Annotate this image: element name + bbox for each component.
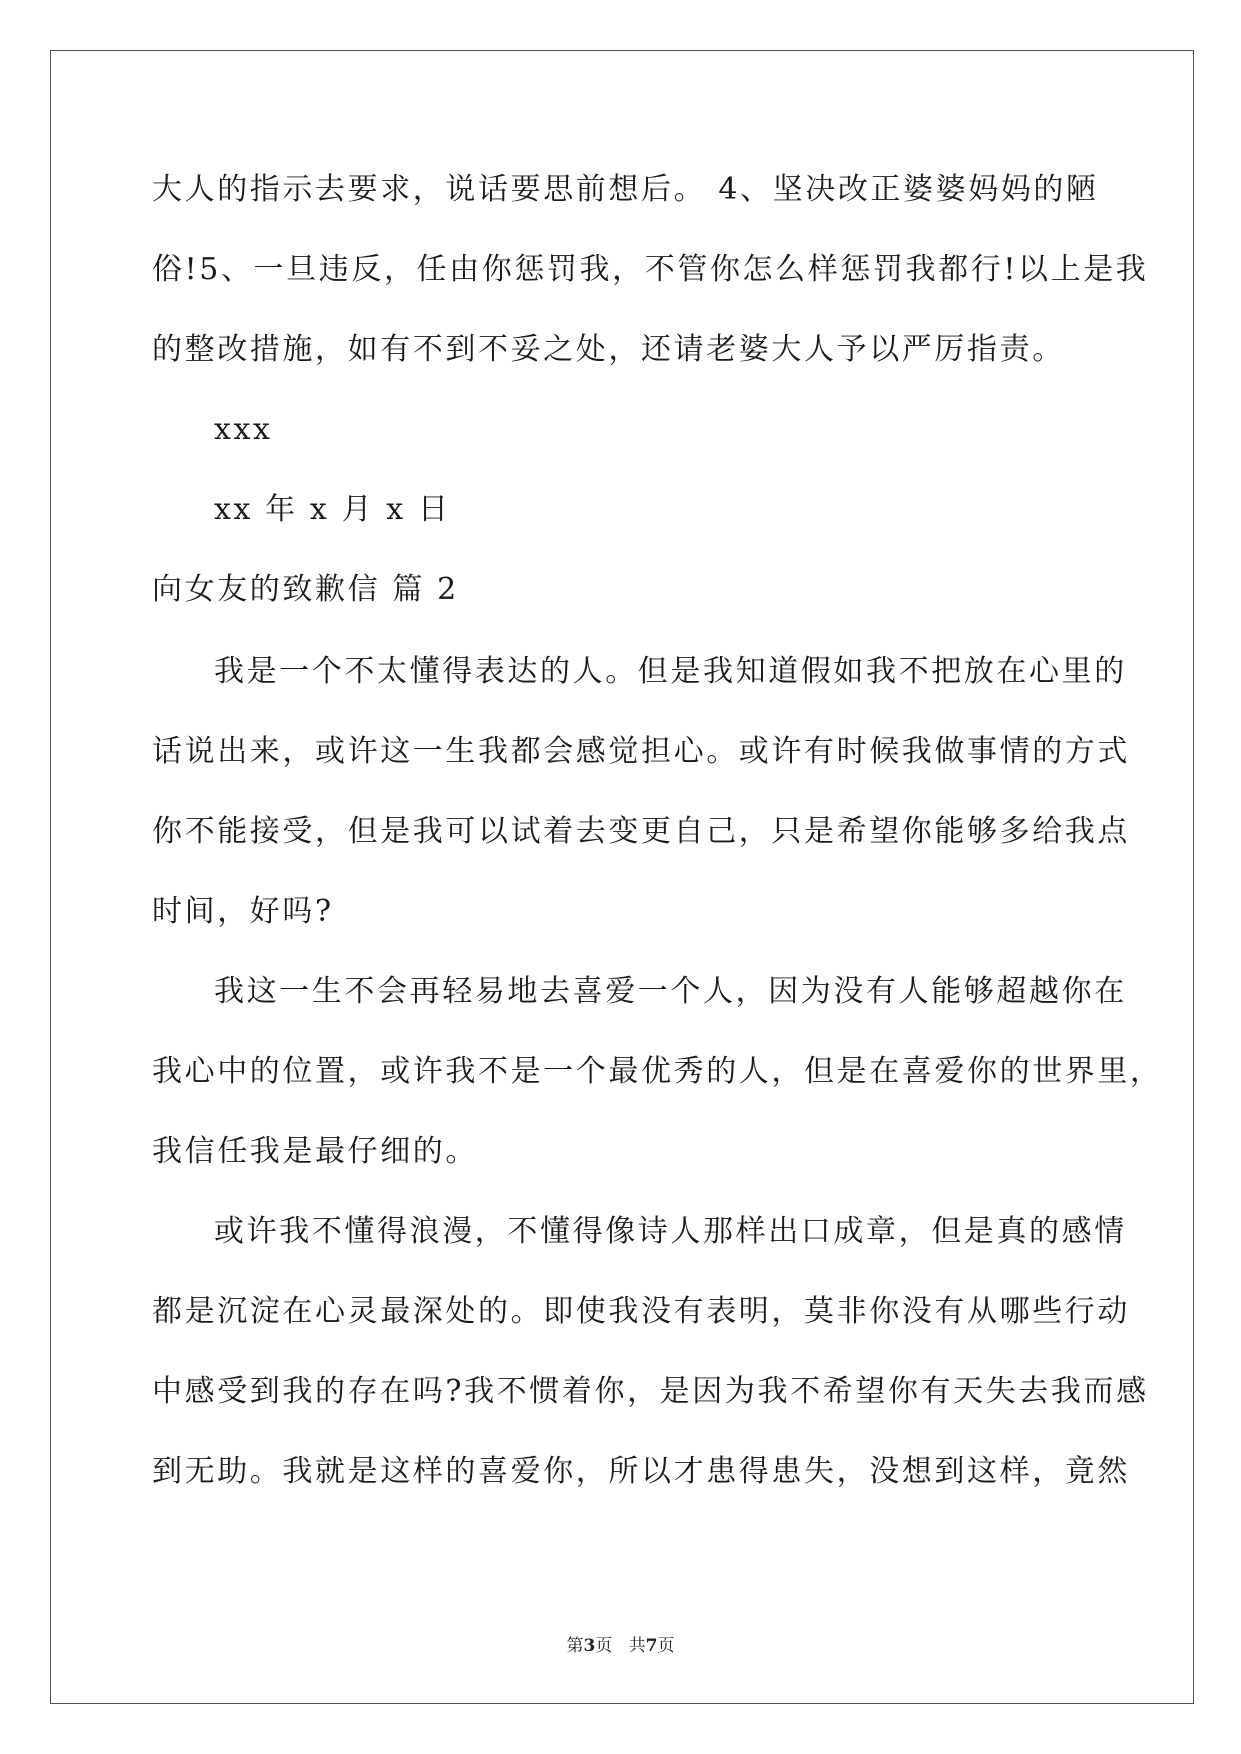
- body-line-8: 话说出来，或许这一生我都会感觉担心。或许有时候我做事情的方式: [152, 734, 1130, 769]
- body-line-9: 你不能接受，但是我可以试着去变更自己，只是希望你能够多给我点: [152, 814, 1130, 849]
- body-line-3: 的整改措施，如有不到不妥之处，还请老婆大人予以严厉指责。: [152, 332, 1065, 367]
- body-line-13: 我信任我是最仔细的。: [152, 1134, 478, 1169]
- body-line-1: 大人的指示去要求，说话要思前想后。 4、坚决改正婆婆妈妈的陋: [152, 172, 1099, 207]
- footer-total-suffix: 页: [657, 1636, 675, 1656]
- body-line-10: 时间，好吗?: [152, 894, 334, 929]
- footer-total-prefix: 共: [628, 1636, 646, 1656]
- footer-page-suffix: 页: [595, 1636, 613, 1656]
- body-line-7: 我是一个不太懂得表达的人。但是我知道假如我不把放在心里的: [214, 654, 1127, 689]
- body-line-14: 或许我不懂得浪漫，不懂得像诗人那样出口成章，但是真的感情: [214, 1214, 1127, 1249]
- body-line-11: 我这一生不会再轻易地去喜爱一个人，因为没有人能够超越你在: [214, 974, 1127, 1009]
- footer-total-number: 7: [645, 1636, 658, 1656]
- body-line-17: 到无助。我就是这样的喜爱你，所以才患得患失，没想到这样，竟然: [152, 1454, 1130, 1489]
- body-line-15: 都是沉淀在心灵最深处的。即使我没有表明，莫非你没有从哪些行动: [152, 1294, 1130, 1329]
- signature-date: xx 年 x 月 x 日: [214, 492, 451, 527]
- signature-name: xxx: [214, 412, 273, 447]
- body-line-12: 我心中的位置，或许我不是一个最优秀的人，但是在喜爱你的世界里，: [152, 1054, 1163, 1089]
- body-line-2: 俗!5、一旦违反，任由你惩罚我，不管你怎么样惩罚我都行!以上是我: [152, 252, 1149, 287]
- footer-page-prefix: 第: [566, 1636, 584, 1656]
- footer-page-number: 3: [583, 1636, 596, 1656]
- body-line-16: 中感受到我的存在吗?我不惯着你，是因为我不希望你有天失去我而感: [152, 1374, 1149, 1409]
- page-footer: [0, 1635, 1241, 1657]
- section-heading: 向女友的致歉信 篇 2: [152, 572, 459, 607]
